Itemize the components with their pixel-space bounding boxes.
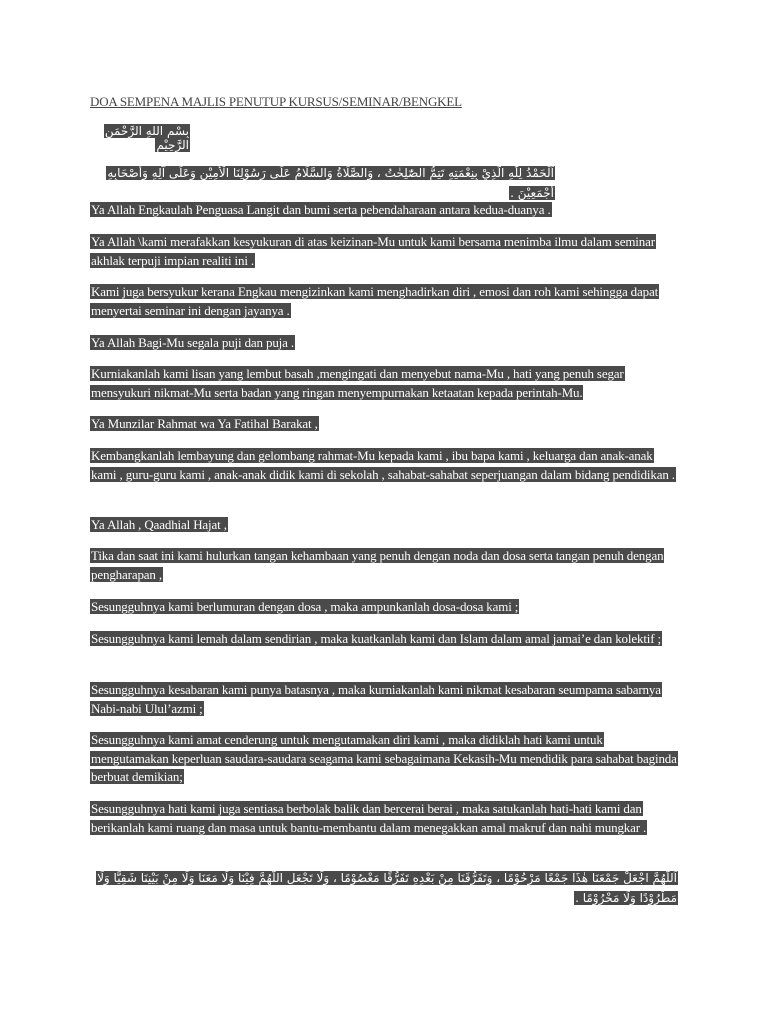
paragraph-1: Ya Allah Engkaulah Penguasa Langit dan bumi serta pebendaharaan antara kedua-duanya . [91, 202, 551, 217]
closing-arabic-text: اَللّٰهُمَّ اجْعَلْ جَمْعَنَا هٰذَا جَمْعًا مَرْحُوْمًا ، وَتَفَرُّقَنَا مِنْ بَعْدِهِ تَفَرُّقًا مَعْصُوْمًا ، وَلَا تَجْعَلِ اللّٰهُمَّ فِيْنَا وَلَا مَعَنَا وَلَا مِنْ بَيْنِنَا شَقِيًّا وَلَا مَطْرُوْدًا وَلَا مَحْرُوْمًا . [97, 871, 677, 905]
paragraph-7: Kembangkanlah lembayung dan gelombang rahmat-Mu kepada kami , ibu bapa kami , keluarga dan anak-anak kami , guru-guru kami , anak-anak didik kami di sekolah , sahabat-sahabat seperjuangan dalam bidang pendidikan . [91, 448, 675, 482]
paragraph-11: Sesungguhnya kami lemah dalam sendirian , maka kuatkanlah kami dan Islam dalam amal jamai’e dan kolektif ; [91, 631, 662, 646]
paragraph-8: Ya Allah , Qaadhial Hajat , [91, 517, 227, 532]
paragraph-2: Ya Allah \kami merafakkan kesyukuran di atas keizinan-Mu untuk kami bersama menimba ilmu dalam seminar akhlak terpuji impian realiti ini . [91, 234, 655, 268]
paragraph-4: Ya Allah Bagi-Mu segala puji dan puja . [91, 335, 294, 350]
paragraph-13: Sesungguhnya kami amat cenderung untuk mengutamakan diri kami , maka didiklah hati kami untuk mengutamakan keperluan saudara-saudara seagama kami sebagaimana Kekasih-Mu mendidik para sahabat baginda berbuat demikian; [91, 732, 677, 785]
basmalah [90, 124, 190, 152]
basmalah-text: بِسْمِ اللهِ الرَّحْمَنِ الرَّحِيْمِ [104, 124, 189, 152]
paragraph-10: Sesungguhnya kami berlumuran dengan dosa , maka ampunkanlah dosa-dosa kami ; [91, 599, 519, 614]
opening-arabic-text: اَلْحَمْدُ لِلّٰهِ الَّذِيْ بِنِعْمَتِهِ تَتِمُّ الصّٰلِحٰتُ ، وَالصَّلَاةُ وَالسَّلَامُ عَلَى رَسُوْلِنَا الْأَمِيْنِ وَعَلَى آلِهِ وَأَصْحَابِهِ أَجْمَعِيْنَ . [107, 166, 554, 200]
paragraph-3: Kami juga bersyukur kerana Engkau mengizinkan kami menghadirkan diri , emosi dan roh kami sehingga dapat menyertai seminar ini dengan jayanya . [91, 284, 659, 318]
paragraph-5: Kurniakanlah kami lisan yang lembut basah ,mengingati dan menyebut nama-Mu , hati yang penuh segar mensyukuri nikmat-Mu serta badan yang ringan menyempurnakan ketaatan kepada perintah-Mu. [91, 366, 624, 400]
paragraph-14: Sesungguhnya hati kami juga sentiasa berbolak balik dan bercerai berai , maka satukanlah hati-hati kami dan berikanlah kami ruang dan masa untuk bantu-membantu dalam menegakkan amal makruf dan nahi mungkar . [91, 801, 647, 835]
closing-arabic [90, 868, 678, 908]
opening-arabic [90, 163, 555, 203]
document-title: DOA SEMPENA MAJLIS PENUTUP KURSUS/SEMINAR/BENGKEL [90, 94, 462, 109]
paragraph-9: Tika dan saat ini kami hulurkan tangan kehambaan yang penuh dengan noda dan dosa serta tangan penuh dengan pengharapan , [91, 548, 664, 582]
paragraph-12: Sesungguhnya kesabaran kami punya batasnya , maka kurniakanlah kami nikmat kesabaran seumpama sabarnya Nabi-nabi Ulul’azmi ; [91, 682, 661, 716]
paragraph-6: Ya Munzilar Rahmat wa Ya Fatihal Barakat , [91, 416, 318, 431]
